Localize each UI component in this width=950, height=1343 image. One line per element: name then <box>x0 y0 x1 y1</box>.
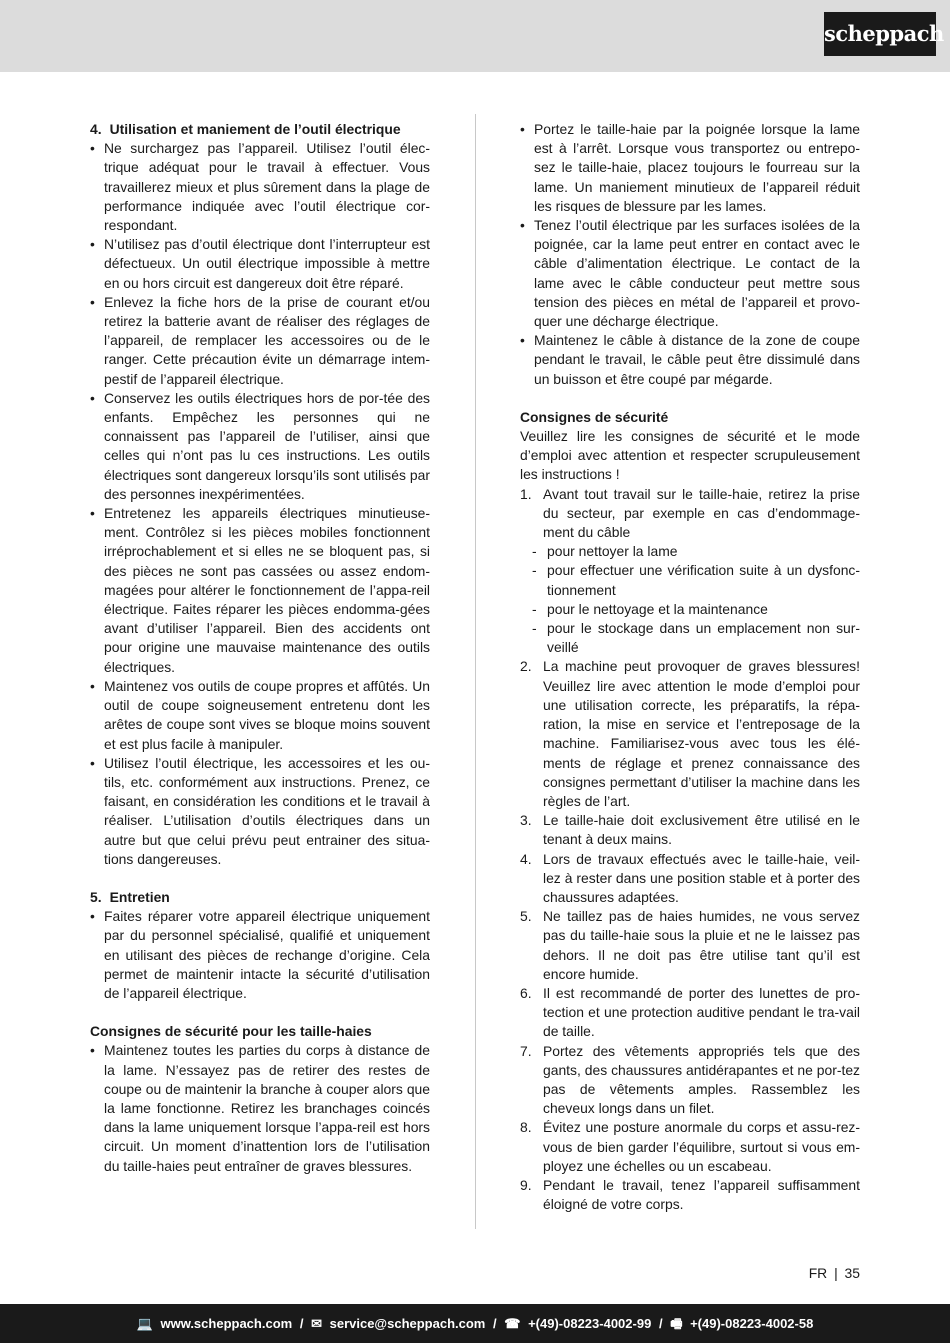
bullet-item: • Ne surchargez pas l’appareil. Utilisez l’outil élec-trique adéquat pour le travail à effectuer. Vous travaillerez mieux et plus sûrement dans la plage de performance indiquée avec l’outil électrique cor-respondant. <box>90 139 430 235</box>
section-heading-hedge-trimmer: Consignes de sécurité pour les taille-haies <box>90 1023 372 1040</box>
header-band <box>0 0 950 72</box>
mail-icon: ✉ <box>311 1316 322 1331</box>
section-heading-safety: Consignes de sécurité <box>520 408 669 425</box>
bullet-item: • Tenez l’outil électrique par les surfaces isolées de la poignée, car la lame peut entrer en contact avec le câble d’alimentation électrique. Le contact de la lame avec le câble conducteur peut mettre sous tension des pièces en métal de l’appareil et provo-quer une décharge électrique. <box>520 216 860 331</box>
section-heading-5: 5. Entretien <box>90 888 170 905</box>
bullet-item: • Maintenez toutes les parties du corps à distance de la lame. N’essayez pas de retirer des restes de coupe ou de maintenir la branche à couper alors que la lame fonctionne. Retirez les branchages coincés dans la lame uniquement lorsque l’appa-reil est hors circuit. Un moment d’inattention lors de l’utilisation du taille-haies peut entraîner de graves blessures. <box>90 1041 430 1175</box>
website-link[interactable]: www.scheppach.com <box>160 1316 293 1331</box>
section-heading-4: 4. Utilisation et maniement de l’outil électrique <box>90 121 401 137</box>
fax-number: +(49)-08223-4002-58 <box>690 1316 814 1331</box>
right-column <box>520 120 860 1214</box>
bullet-item: • N’utilisez pas d’outil électrique dont l’interrupteur est défectueux. Un outil électrique impossible à mettre en ou hors circuit est dangereux doit être réparé. <box>90 235 430 293</box>
dash-item: - pour le nettoyage et la maintenance <box>532 600 768 617</box>
phone-number: +(49)-08223-4002-99 <box>528 1316 652 1331</box>
footer-bar: 💻 www.scheppach.com / ✉ service@scheppach.com / ☎ +(49)-08223-4002-99 / 🖷 +(49)-08223-4002-58 <box>0 1304 950 1343</box>
numbered-item: 3. Le taille-haie doit exclusivement être utilisé en le tenant à deux mains. <box>520 812 860 848</box>
computer-icon: 💻 <box>136 1316 153 1331</box>
bullet-item: • Enlevez la fiche hors de la prise de courant et/ou retirez la batterie avant de réaliser des réglages de l’appareil, de remplacer les accessoires ou de le ranger. Cette précaution évite un démarrage intem-pestif de l’appareil électrique. <box>90 293 430 389</box>
dash-item: - pour nettoyer la lame <box>532 543 678 560</box>
numbered-item: 7. Portez des vêtements appropriés tels que des gants, des chaussures antidérapantes et ne por-tez pas de vêtements amples. Rassemblez les cheveux longs dans un filet. <box>520 1042 860 1117</box>
email-link[interactable]: service@scheppach.com <box>329 1316 486 1331</box>
bullet-item: • Utilisez l’outil électrique, les accessoires et les ou-tils, etc. conformément aux instructions. Prenez, ce faisant, en considération les conditions et le travail à réaliser. L’utilisation d’outils électriques dans un autre but que celui prévu peut entrainer des situa-tions dangereuses. <box>90 754 430 869</box>
bullet-item: • Conservez les outils électriques hors de por-tée des enfants. Empêchez les personnes qui ne connaissent pas l’appareil de l’utiliser, ainsi que celles qui n’ont pas lu ces instructions. Les outils électriques sont dangereux lorsqu’ils sont utilisés par des personnes inexpérimentées. <box>90 389 430 504</box>
numbered-item: 5. Ne taillez pas de haies humides, ne vous servez pas du taille-haie sous la pluie et ne le laissez pas dehors. Il ne doit pas être utilise tant qu’il est encore humide. <box>520 908 860 982</box>
bullet-item: • Portez le taille-haie par la poignée lorsque la lame est à l’arrêt. Lorsque vous transportez ou entrepo-sez le taille-haie, placez toujours le fourreau sur la lame. Un maniement minutieux de l’appareil réduit les risques de blessure par les lames. <box>520 120 860 216</box>
dash-item: - pour le stockage dans un emplacement non sur-veillé <box>532 620 860 656</box>
bullet-item: • Entretenez les appareils électriques minutieuse-ment. Contrôlez si les pièces mobiles fonctionnent irréprochablement et si elles ne se bloquent pas, si des pièces ne sont pas cassées ou assez endom-magées pour altérer le fonctionnement de l’appa-reil électrique. Faites réparer les pièces endomma-gées avant d’utiliser l’appareil. Bien des accidents ont pour origine une mauvaise maintenance des outils électriques. <box>90 504 430 677</box>
numbered-item: 6. Il est recommandé de porter des lunettes de pro-tection et une protection auditive pendant le tra-vail de taille. <box>520 984 860 1040</box>
bullet-item: • Faites réparer votre appareil électrique uniquement par du personnel spécialisé, qualifié et uniquement en utilisant des pièces de rechange d’origine. Cela permet de maintenir intacte la sécurité d’utilisation de l’appareil électrique. <box>90 907 430 1003</box>
bullet-item: • Maintenez vos outils de coupe propres et affûtés. Un outil de coupe soigneusement entretenu dont les arêtes de coupe sont vives se bloque moins souvent et est plus facile à manipuler. <box>90 677 430 754</box>
left-column <box>90 120 430 1176</box>
page-number: FR | 35 <box>808 1265 860 1281</box>
dash-item: - pour effectuer une vérification suite à un dysfonc-tionnement <box>532 562 860 598</box>
fax-icon: 🖷 <box>670 1316 683 1331</box>
numbered-item: 8. Évitez une posture anormale du corps et assu-rez-vous de bien garder l’équilibre, surtout si vous em- ployez une échelles ou un escabeau. <box>520 1119 860 1174</box>
safety-intro: Veuillez lire les consignes de sécurité et le mode d’emploi avec attention et respecter scrupuleusement les instructions ! <box>520 428 860 483</box>
numbered-item: 2. La machine peut provoquer de graves blessures! Veuillez lire avec attention le mode d’emploi pour une utilisation correcte, les préparatifs, la répa-ration, la mise en service et l’entreposage de la machine. Familiarisez-vous avec tous les élé-ments de réglage et prenez connaissance des consignes permettant d’utiliser la machine dans les règles de l’art. <box>520 658 860 809</box>
scheppach-logo: scheppach <box>824 12 936 56</box>
phone-icon: ☎ <box>504 1316 521 1331</box>
column-divider <box>475 114 476 1229</box>
bullet-item: • Maintenez le câble à distance de la zone de coupe pendant le travail, le câble peut être dissimulé dans un buisson et être coupé par mégarde. <box>520 331 860 389</box>
numbered-item: 9. Pendant le travail, tenez l’appareil suffisamment éloigné de votre corps. <box>520 1176 860 1213</box>
numbered-item: 1. Avant tout travail sur le taille-haie, retirez la prise du secteur, par exemple en cas d’endommage-ment du câble <box>520 485 860 541</box>
numbered-item: 4. Lors de travaux effectués avec le taille-haie, veil-lez à rester dans une position stable et à porter des chaussures adaptées. <box>520 850 860 905</box>
